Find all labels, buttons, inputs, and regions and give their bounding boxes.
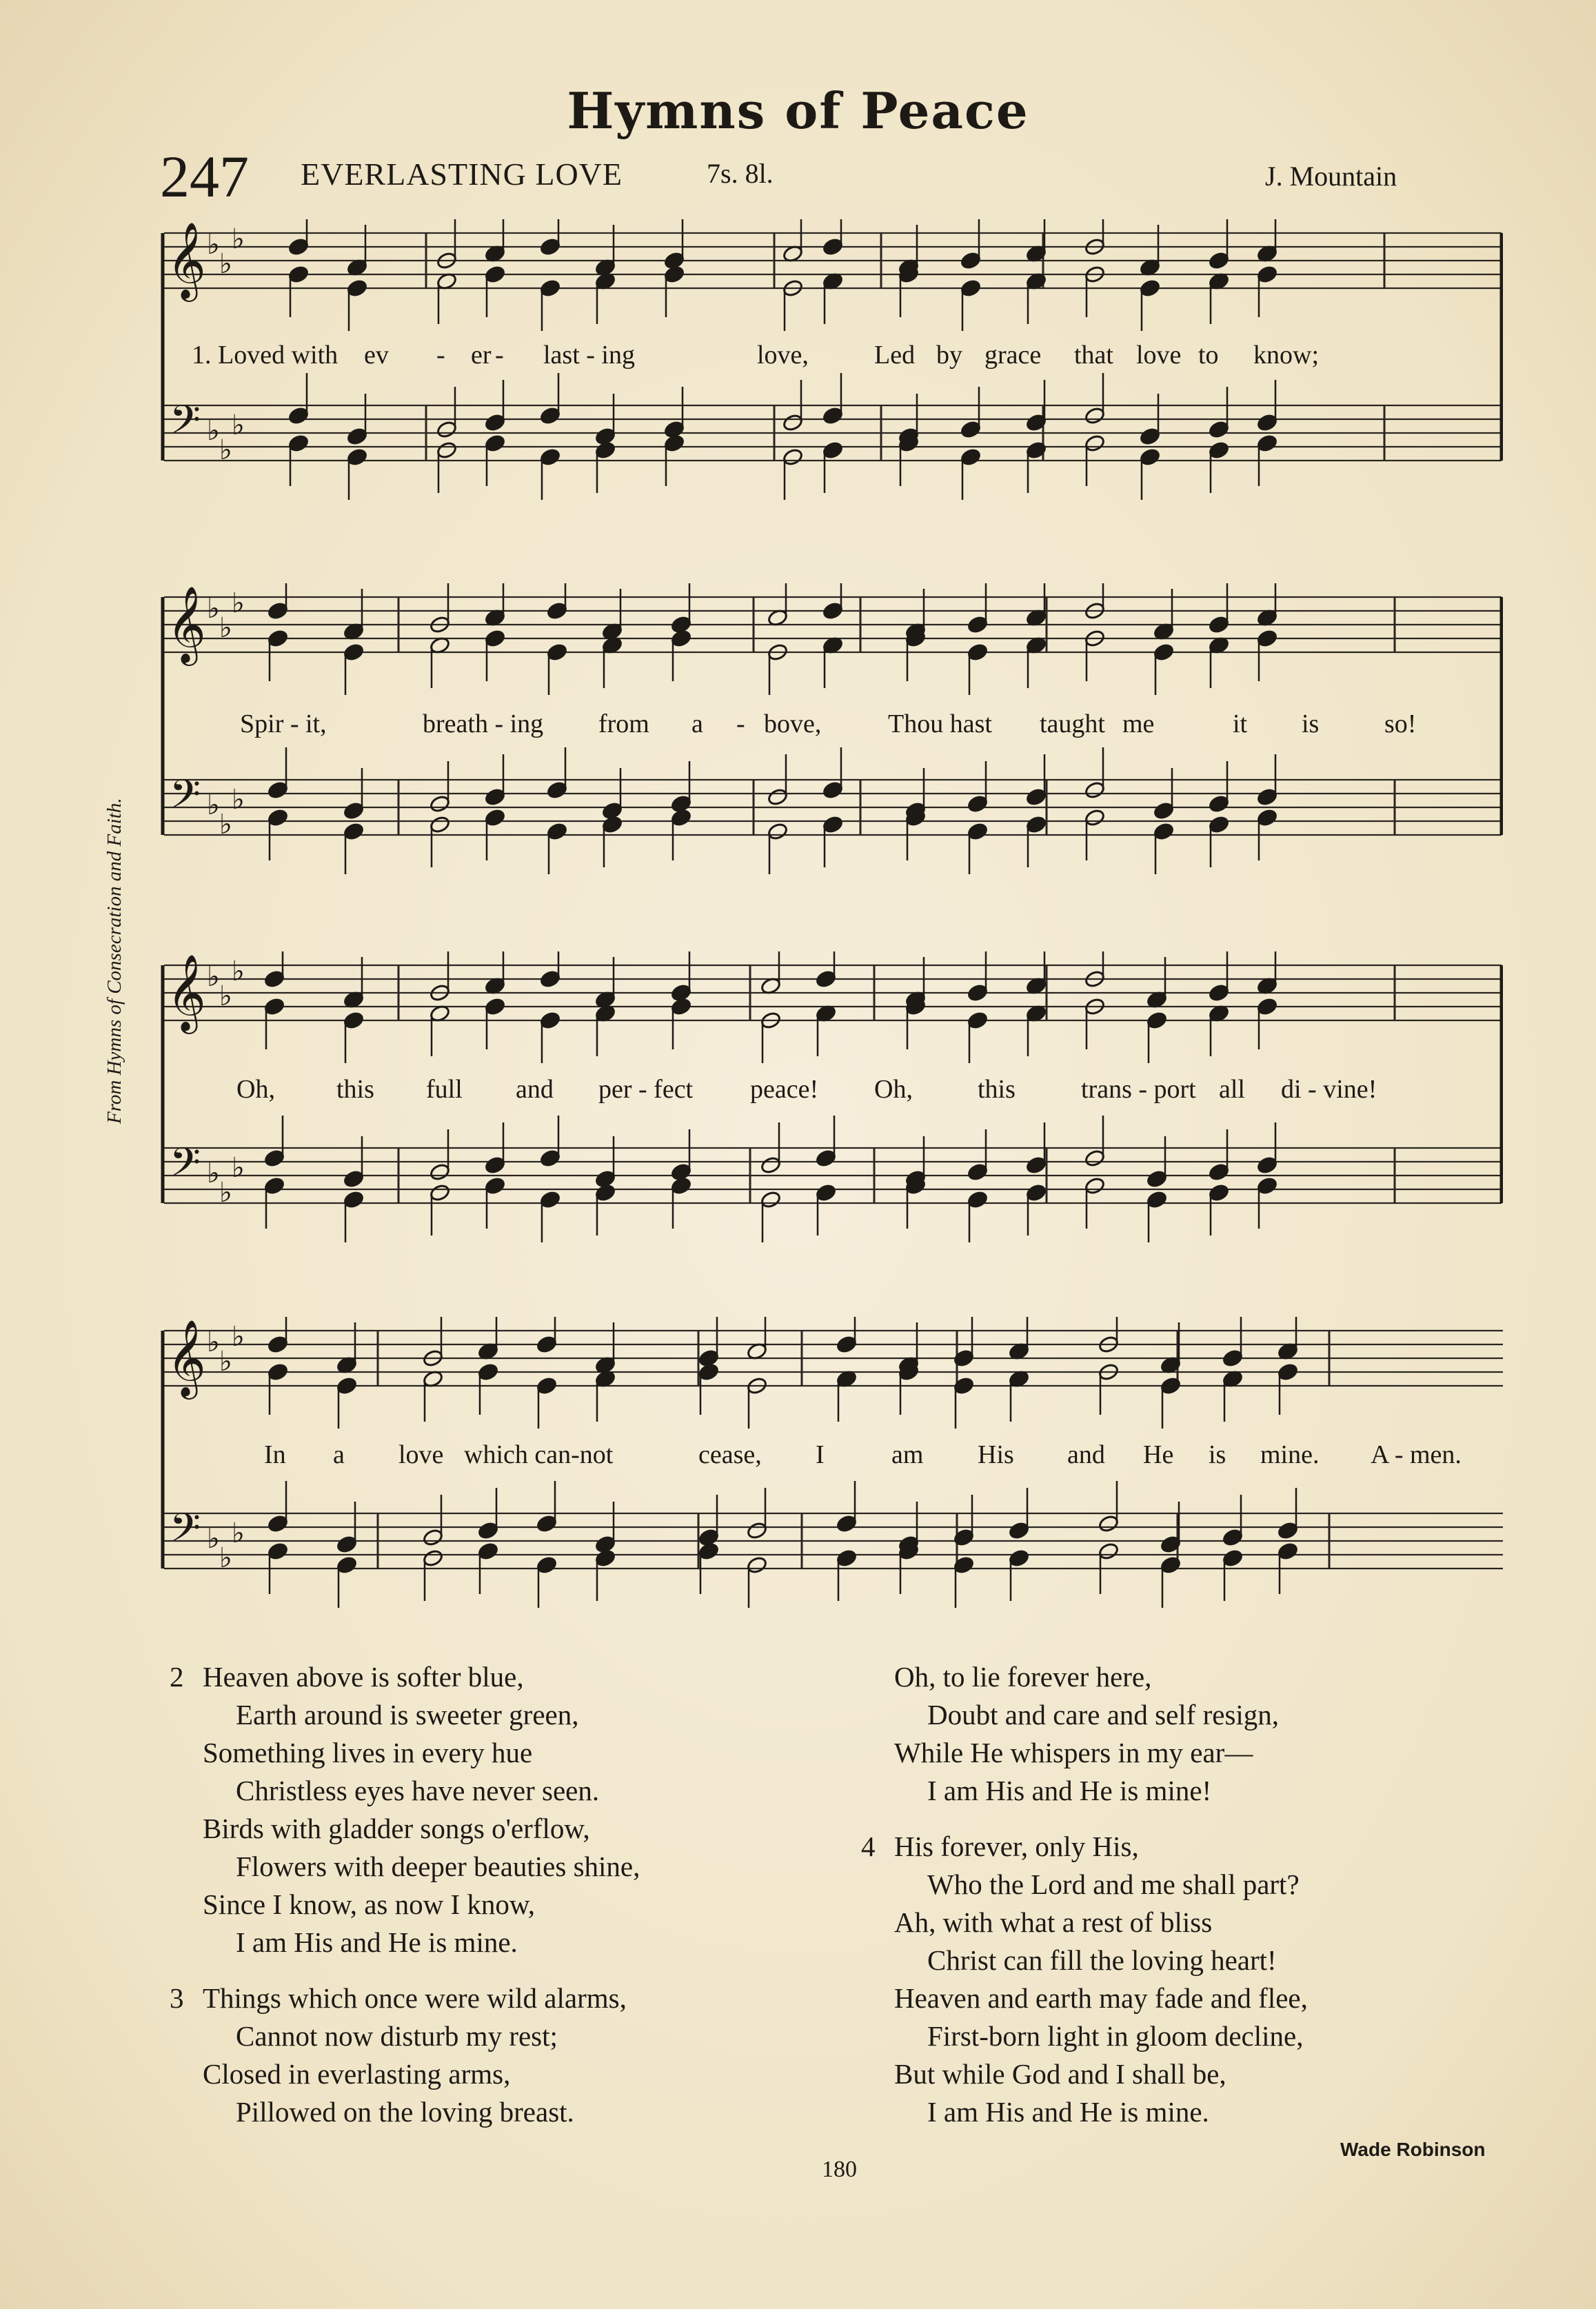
verse-stanza xyxy=(894,1658,1308,1810)
svg-text:♭: ♭ xyxy=(219,980,232,1012)
lyric-syllable: last - ing xyxy=(543,341,635,370)
svg-text:♭: ♭ xyxy=(232,784,245,816)
side-credit: From Hymns of Consecration and Faith. xyxy=(103,798,125,1124)
svg-text:♭: ♭ xyxy=(232,223,245,255)
verse-line: Doubt and care and self resign, xyxy=(927,1699,1280,1731)
verse-line: Heaven and earth may fade and flee, xyxy=(894,1982,1308,2014)
lyric-syllable: to xyxy=(1198,341,1219,370)
hymn-number: 247 xyxy=(160,143,249,210)
verse-number: 2 xyxy=(170,1661,184,1693)
svg-text:♭: ♭ xyxy=(207,961,220,993)
svg-text:♭: ♭ xyxy=(207,789,220,821)
lyric-syllable: that xyxy=(1074,341,1113,370)
svg-text:♭: ♭ xyxy=(219,1346,232,1378)
hymn-meter: 7s. 8l. xyxy=(707,158,774,189)
lyric-syllable: per - fect xyxy=(598,1075,694,1104)
staff-notation xyxy=(157,951,1503,1269)
svg-text:♭: ♭ xyxy=(232,1518,245,1549)
music-system-1 xyxy=(157,219,1503,530)
verse-line: Who the Lord and me shall part? xyxy=(927,1868,1300,1900)
svg-text:♭: ♭ xyxy=(207,1327,220,1358)
lyric-syllable: a xyxy=(691,709,703,738)
lyric-syllable: I xyxy=(816,1440,825,1469)
verse-line: Birds with gladder songs o'erflow, xyxy=(203,1813,590,1844)
lyric-syllable: from xyxy=(598,709,649,738)
lyric-syllable: di - vine! xyxy=(1281,1075,1377,1104)
svg-text:♭: ♭ xyxy=(232,1152,245,1184)
lyric-syllable: Thou hast xyxy=(888,709,992,738)
lyric-syllable: this xyxy=(978,1075,1016,1104)
lyric-syllable: all xyxy=(1219,1075,1245,1104)
hymn-title: EVERLASTING LOVE xyxy=(301,157,623,192)
lyric-syllable: which can-not xyxy=(464,1440,614,1469)
staff-notation xyxy=(157,219,1503,530)
verse-stanza xyxy=(170,1979,640,2131)
lyric-syllable: His xyxy=(978,1440,1014,1469)
lyrics-line-3 xyxy=(157,1074,1503,1109)
lyrics-line-4 xyxy=(157,1440,1503,1474)
verse-line: Christless eyes have never seen. xyxy=(236,1775,600,1806)
verse-line: Flowers with deeper beauties shine, xyxy=(236,1851,640,1882)
lyric-syllable: bove, xyxy=(764,709,822,738)
svg-text:♭: ♭ xyxy=(219,612,232,644)
svg-text:♭: ♭ xyxy=(219,434,232,466)
lyric-syllable: - xyxy=(436,341,445,370)
lyric-syllable: me xyxy=(1122,709,1155,738)
svg-text:𝄢: 𝄢 xyxy=(170,1139,201,1196)
lyric-syllable: trans - port xyxy=(1081,1075,1196,1104)
lyric-syllable: love xyxy=(398,1440,444,1469)
staff-notation xyxy=(157,583,1503,907)
lyric-syllable: is xyxy=(1209,1440,1226,1469)
lyric-syllable: He xyxy=(1143,1440,1174,1469)
section-title: Hymns of Peace xyxy=(567,81,1029,140)
verse-line: Christ can fill the loving heart! xyxy=(927,1944,1277,1976)
lyric-syllable: Oh, xyxy=(874,1075,913,1104)
lyrics-line-1 xyxy=(157,340,1503,374)
svg-text:♭: ♭ xyxy=(232,956,245,987)
lyric-syllable: by xyxy=(936,341,962,370)
svg-text:𝄞: 𝄞 xyxy=(167,585,206,663)
staff-notation xyxy=(157,1317,1503,1634)
svg-text:𝄞: 𝄞 xyxy=(167,1319,206,1396)
svg-text:♭: ♭ xyxy=(207,415,220,447)
verse-stanza xyxy=(170,1658,640,1962)
lyric-syllable: am xyxy=(891,1440,924,1469)
svg-text:♭: ♭ xyxy=(219,1542,232,1574)
verse-line: But while God and I shall be, xyxy=(894,2058,1226,2090)
text-author: Wade Robinson xyxy=(1340,2139,1486,2160)
svg-text:𝄞: 𝄞 xyxy=(167,954,206,1031)
verse-line: I am His and He is mine! xyxy=(927,1775,1212,1806)
verse-line: His forever, only His, xyxy=(894,1831,1139,1862)
verse-line: Something lives in every hue xyxy=(203,1737,533,1768)
lyric-syllable: A - men. xyxy=(1371,1440,1462,1469)
verse-line: Pillowed on the loving breast. xyxy=(236,2096,574,2128)
lyric-syllable: full xyxy=(426,1075,463,1104)
svg-text:♭: ♭ xyxy=(207,593,220,625)
verse-line: I am His and He is mine. xyxy=(927,2096,1209,2128)
lyric-syllable: grace xyxy=(984,341,1042,370)
verse-line: Heaven above is softer blue, xyxy=(203,1661,524,1693)
verses-left-column xyxy=(170,1658,640,2149)
lyric-syllable: is xyxy=(1302,709,1320,738)
lyric-syllable: and xyxy=(516,1075,554,1104)
lyric-syllable: breath - ing xyxy=(423,709,544,738)
lyric-syllable: Oh, xyxy=(236,1075,275,1104)
lyric-syllable: - xyxy=(495,341,504,370)
lyric-syllable: - xyxy=(736,709,745,738)
music-system-4 xyxy=(157,1317,1503,1634)
lyric-syllable: ev xyxy=(364,341,389,370)
lyric-syllable: so! xyxy=(1384,709,1417,738)
svg-text:♭: ♭ xyxy=(207,229,220,261)
verse-line: First-born light in gloom decline, xyxy=(927,2020,1304,2052)
lyric-syllable: mine. xyxy=(1260,1440,1320,1469)
composer: J. Mountain xyxy=(1265,161,1397,192)
verse-line: Earth around is sweeter green, xyxy=(236,1699,579,1731)
lyric-syllable: a xyxy=(333,1440,345,1469)
lyric-syllable: love, xyxy=(757,341,809,370)
lyric-syllable: this xyxy=(336,1075,374,1104)
lyric-syllable: er xyxy=(471,341,492,370)
lyric-syllable: know; xyxy=(1253,341,1319,370)
verse-line: Ah, with what a rest of bliss xyxy=(894,1906,1213,1938)
lyric-syllable: peace! xyxy=(750,1075,819,1104)
music-system-3 xyxy=(157,951,1503,1269)
lyric-syllable: cease, xyxy=(698,1440,762,1469)
svg-text:♭: ♭ xyxy=(219,248,232,280)
lyric-syllable: taught xyxy=(1040,709,1105,738)
svg-text:♭: ♭ xyxy=(232,1321,245,1353)
svg-text:♭: ♭ xyxy=(207,1158,220,1189)
page-number: 180 xyxy=(822,2157,857,2182)
lyric-syllable: it xyxy=(1233,709,1248,738)
verse-line: Closed in everlasting arms, xyxy=(203,2058,511,2090)
lyric-syllable: 1. Loved with xyxy=(192,341,339,370)
svg-text:♭: ♭ xyxy=(207,1523,220,1555)
verse-line: Since I know, as now I know, xyxy=(203,1888,536,1920)
lyric-syllable: Spir - it, xyxy=(240,709,327,738)
svg-text:♭: ♭ xyxy=(219,809,232,840)
svg-text:𝄞: 𝄞 xyxy=(167,221,206,299)
verse-number: 3 xyxy=(170,1982,184,2014)
verse-line: Oh, to lie forever here, xyxy=(894,1661,1152,1693)
verse-stanza xyxy=(861,1828,1308,2131)
svg-text:𝄢: 𝄢 xyxy=(170,771,201,827)
lyric-syllable: Led xyxy=(874,341,916,370)
verses-right-column xyxy=(861,1658,1308,2149)
lyrics-line-2 xyxy=(157,709,1503,743)
lyric-syllable: In xyxy=(264,1440,286,1469)
svg-text:♭: ♭ xyxy=(219,1177,232,1209)
verse-line: While He whispers in my ear— xyxy=(894,1737,1253,1768)
verse-number: 4 xyxy=(861,1831,876,1862)
music-system-2 xyxy=(157,583,1503,907)
svg-text:♭: ♭ xyxy=(232,587,245,619)
svg-text:𝄢: 𝄢 xyxy=(170,396,201,453)
verse-line: Things which once were wild alarms, xyxy=(203,1982,627,2014)
lyric-syllable: and xyxy=(1067,1440,1105,1469)
verse-line: I am His and He is mine. xyxy=(236,1926,518,1958)
verse-line: Cannot now disturb my rest; xyxy=(236,2020,558,2052)
lyric-syllable: love xyxy=(1136,341,1182,370)
svg-text:𝄢: 𝄢 xyxy=(170,1504,201,1561)
svg-text:♭: ♭ xyxy=(232,410,245,441)
